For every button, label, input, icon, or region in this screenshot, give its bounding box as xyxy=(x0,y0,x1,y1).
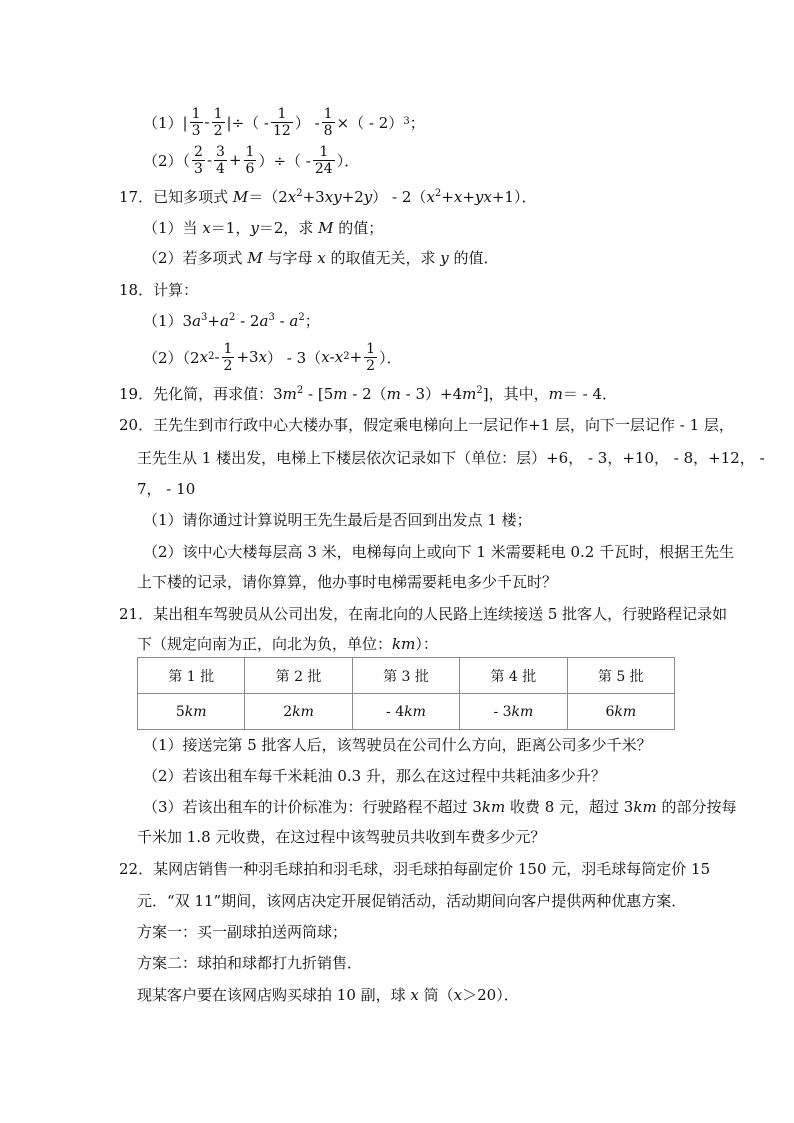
mileage-table xyxy=(137,657,675,730)
q21-sub2: （2）若该出租车每千米耗油 0.3 升，那么在这过程中共耗油多少升？ xyxy=(143,767,606,785)
q21-sub1: （1）接送完第 5 批客人后，该驾驶员在公司什么方向，距离公司多少千米？ xyxy=(143,736,652,754)
fraction: $\frac{1}{2}$ xyxy=(223,340,233,374)
table-cell: - 3km xyxy=(460,694,567,730)
q22-line5: 现某客户要在该网店购买球拍 10 副，球 x 筒（x＞20）． xyxy=(137,986,519,1004)
fraction: $\frac{1}{24}$ xyxy=(314,143,333,177)
q21-line1: 21．某出租车驾驶员从公司出发，在南北向的人民路上连续接送 5 批客人，行驶路程记录如 xyxy=(119,605,728,623)
q16-p2-label: （2）（ xyxy=(143,151,191,170)
text: ； xyxy=(409,113,425,132)
q20-line1: 20．王先生到市行政中心大楼办事，假定乘电梯向上一层记作+1 层，向下一层记作 - 1 层， xyxy=(119,416,734,434)
q22-line1: 22．某网店销售一种羽毛球拍和羽毛球，羽毛球拍每副定价 150 元，羽毛球每筒定价 15 xyxy=(119,860,711,878)
q20-line2: 王先生从 1 楼出发，电梯上下楼层依次记录如下（单位：层）+6， - 3，+10， - 8，+12， - xyxy=(137,449,765,467)
q16-p1-label: （1）| xyxy=(143,113,188,132)
text: ）． xyxy=(336,151,360,170)
fraction: $\frac{1}{12}$ xyxy=(273,105,291,139)
table-header-cell: 第 2 批 xyxy=(245,658,352,694)
text: ×（ - 2） xyxy=(336,113,404,132)
text: + xyxy=(228,151,242,169)
fraction: $\frac{1}{8}$ xyxy=(323,105,333,139)
q20-sub1: （1）请你通过计算说明王先生最后是否回到出发点 1 楼； xyxy=(143,511,532,529)
fraction: $\frac{1}{3}$ xyxy=(191,105,201,139)
text: ） - xyxy=(294,113,320,132)
q22-line2: 元．“双 11”期间，该网店决定开展促销活动，活动期间向客户提供两种优惠方案． xyxy=(137,892,687,910)
q22-line3: 方案一：买一副球拍送两筒球； xyxy=(137,923,348,941)
q20-sub2b: 上下楼的记录，请你算算，他办事时电梯需要耗电多少千瓦时？ xyxy=(137,573,558,591)
fraction: $\frac{1}{6}$ xyxy=(245,143,255,177)
table-header-cell: 第 1 批 xyxy=(138,658,245,694)
table-cell: - 4km xyxy=(352,694,459,730)
q22-line4: 方案二：球拍和球都打九折销售． xyxy=(137,954,363,972)
fraction: $\frac{3}{4}$ xyxy=(216,143,225,177)
table-header-cell: 第 5 批 xyxy=(567,658,674,694)
q17-sub1: （1）当 x＝1，y＝2，求 M 的值； xyxy=(143,219,384,237)
q21-line2: 下（规定向南为正，向北为负，单位：km）： xyxy=(137,635,438,653)
text: |÷（ - xyxy=(226,113,269,132)
q18-title: 18．计算： xyxy=(119,281,199,299)
q17-sub2: （2）若多项式 M 与字母 x 的取值无关，求 y 的值． xyxy=(143,249,499,267)
table-row xyxy=(138,694,675,730)
q19: 19．先化简，再求值：$3m^2 - [5m - 2(m - 3)+4m^2]$，其中，m＝ - 4． xyxy=(119,385,617,403)
q21-sub3b: 千米加 1.8 元收费，在这过程中该驾驶员共收到车费多少元？ xyxy=(137,828,546,846)
table-cell: 6km xyxy=(567,694,674,730)
q17-stem: 17．已知多项式 $M=(2x^2+3xy+2y) - 2(x^2+x+yx+1)$． xyxy=(119,188,537,206)
table-cell: 5km xyxy=(138,694,245,730)
fraction: $\frac{2}{3}$ xyxy=(194,143,203,177)
table-cell: 2km xyxy=(245,694,352,730)
q18-part2: （2）（2 x 2 - $\frac{1}{2}$ +3 x ） - 3（ x - x 2 + $\frac{1}{2}$ ）． xyxy=(143,340,402,374)
text: - xyxy=(206,151,213,169)
q16-part2 xyxy=(143,140,359,180)
table-header-cell: 第 3 批 xyxy=(352,658,459,694)
fraction: $\frac{1}{2}$ xyxy=(366,340,376,374)
q16-part1: （1）| $\frac{1}{3}$ - $\frac{1}{2}$ |÷（ - $\frac{1}{12}$ ） - $\frac{1}{8}$ ×（ - 2） 3 ； xyxy=(143,105,425,139)
table-header-cell: 第 4 批 xyxy=(460,658,567,694)
q20-line3: 7， - 10 xyxy=(137,480,196,498)
text: ）÷（ - xyxy=(258,151,311,170)
q21-sub3a: （3）若该出租车的计价标准为：行驶路程不超过 3km 收费 8 元，超过 3km 的部分按每 xyxy=(143,798,737,816)
table-header-row xyxy=(138,658,675,694)
q18-part1: $(1)3a^3+a^2 - 2a^3 - a^2$； xyxy=(143,312,320,330)
text: - xyxy=(204,113,210,131)
q20-sub2a: （2）该中心大楼每层高 3 米，电梯每向上或向下 1 米需要耗电 0.2 千瓦时，根据王先生 xyxy=(143,543,735,561)
fraction: $\frac{1}{2}$ xyxy=(213,105,223,139)
